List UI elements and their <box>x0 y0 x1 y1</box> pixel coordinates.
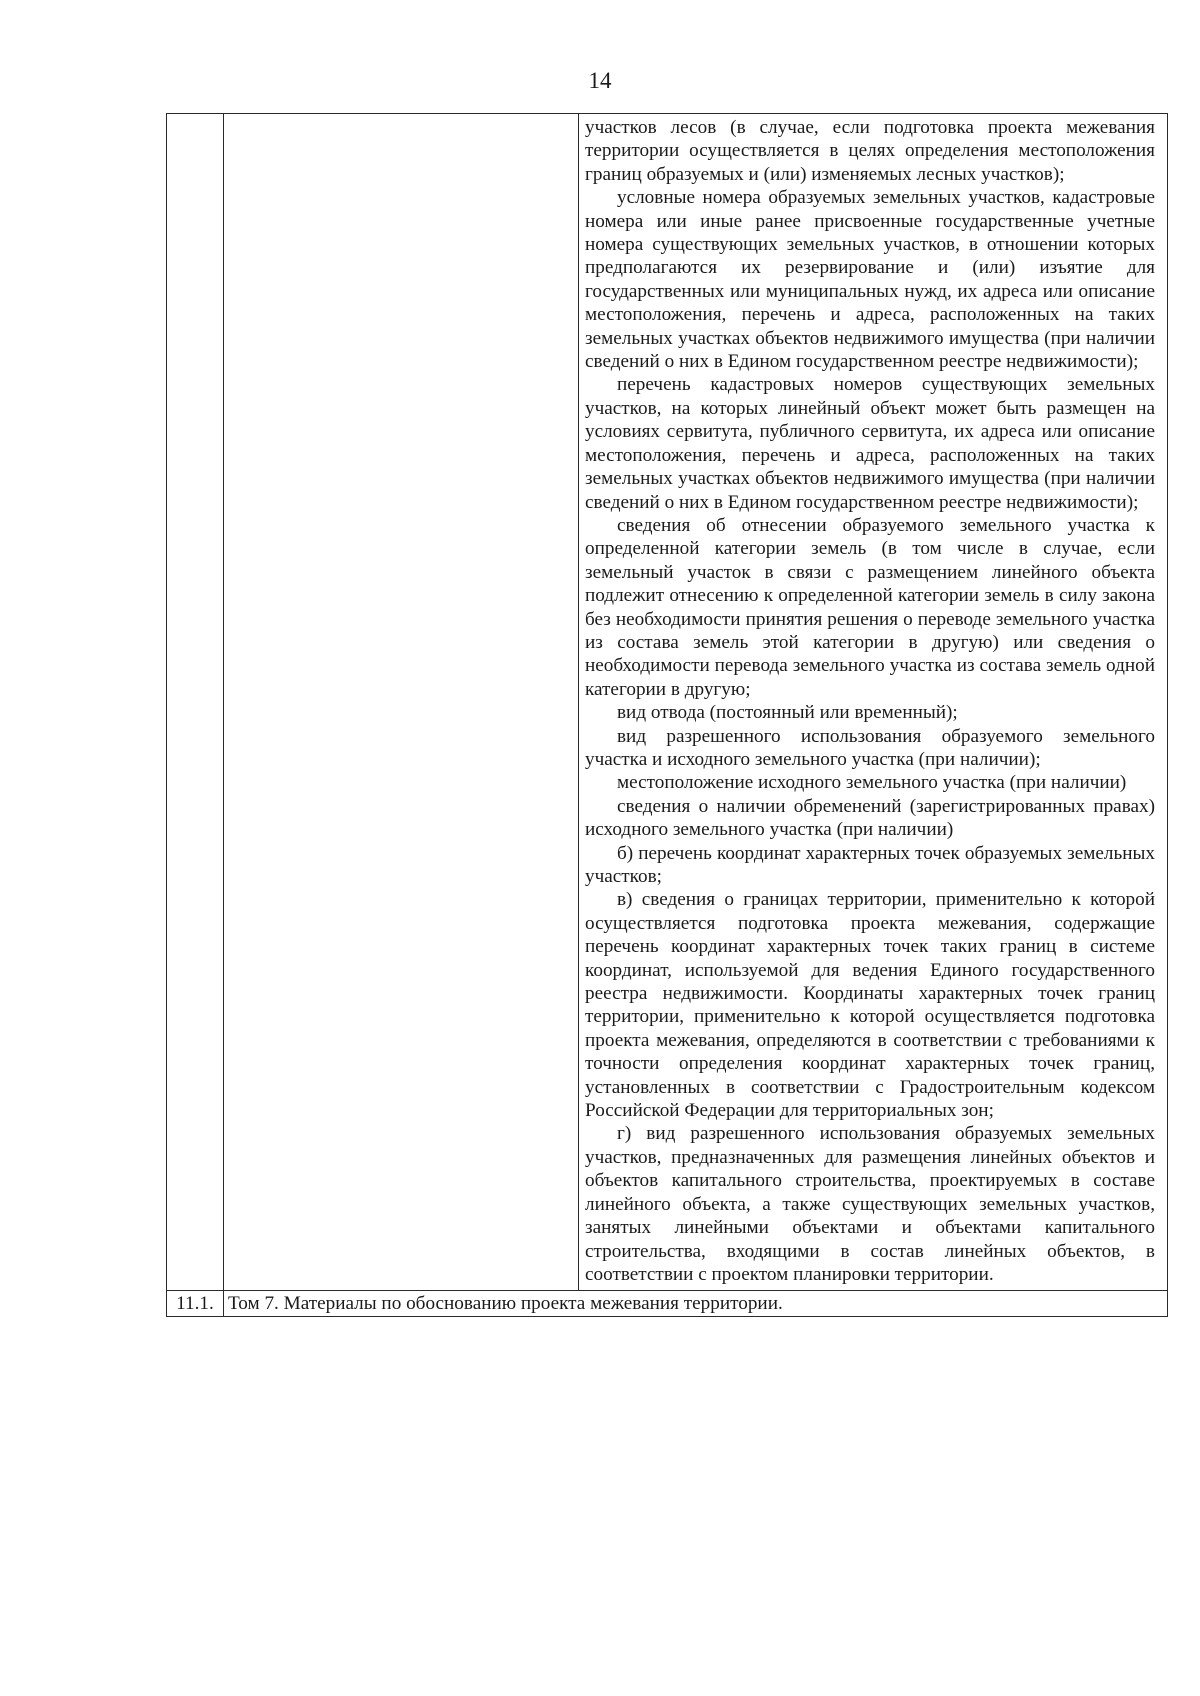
row-number: 11.1. <box>167 1291 224 1317</box>
paragraph: сведения об отнесении образуемого земельного участка к определенной категории земель (в том числе в случае, если земельный участок в связи с размещением линейного объекта подлежит отнесению к определенной категории земель в силу закона без необходимости принятия решения о переводе земельного участка из состава земель этой категории в другую) или сведения о необходимости перевода земельного участка из состава земель одной категории в другую; <box>585 514 1155 700</box>
paragraph: вид разрешенного использования образуемого земельного участка и исходного земельного участка (при наличии); <box>585 725 1155 770</box>
paragraph: в) сведения о границах территории, применительно к которой осуществляется подготовка проекта межевания, содержащие перечень координат характерных точек таких границ в системе координат, используемой для ведения Единого государственного реестра недвижимости. Координаты характерных точек границ территории, применительно к которой осуществляется подготовка проекта межевания, определяются в соответствии с требованиями к точности определения координат характерных точек границ, установленных в соответствии с Градостроительным кодексом Российской Федерации для территориальных зон; <box>585 889 1155 1122</box>
requirements-table <box>166 113 1168 1317</box>
paragraph: участков лесов (в случае, если подготовка проекта межевания территории осуществляется в целях определения местоположения границ образуемых и (или) изменяемых лесных участков); <box>585 117 1155 185</box>
row-content-cell <box>579 114 1168 1291</box>
paragraph: сведения о наличии обременений (зарегистрированных правах) исходного земельного участка (при наличии) <box>585 795 1155 841</box>
paragraph: местоположение исходного земельного участка (при наличии) <box>617 772 1127 794</box>
table-row <box>167 1291 1168 1317</box>
row-name-cell <box>224 114 579 1291</box>
paragraph: условные номера образуемых земельных участков, кадастровые номера или иные ранее присвоенные государственные учетные номера существующих земельных участков, в отношении которых предполагаются их резервирование и (или) изъятие для государственных или муниципальных нужд, их адреса или описание местоположения, перечень и адреса, расположенных на таких земельных участках объектов недвижимого имущества (при наличии сведений о них в Едином государственном реестре недвижимости); <box>585 187 1155 373</box>
paragraph: б) перечень координат характерных точек образуемых земельных участков; <box>585 842 1155 887</box>
page-number: 14 <box>588 68 612 93</box>
paragraph: г) вид разрешенного использования образуемых земельных участков, предназначенных для размещения линейных объектов и объектов капитального строительства, проектируемых в составе линейного объекта, а также существующих земельных участков, занятых линейными объектами и объектами капитального строительства, входящими в состав линейных объектов, в соответствии с проектом планировки территории. <box>585 1123 1155 1285</box>
row-title: Том 7. Материалы по обоснованию проекта межевания территории. <box>224 1291 1168 1317</box>
table-row <box>167 114 1168 1291</box>
row-number-cell <box>167 114 224 1291</box>
paragraph: вид отвода (постоянный или временный); <box>617 702 958 724</box>
paragraph: перечень кадастровых номеров существующих земельных участков, на которых линейный объект может быть размещен на условиях сервитута, публичного сервитута, их адреса или описание местоположения, перечень и адреса, расположенных на таких земельных участках объектов недвижимого имущества (при наличии сведений о них в Едином государственном реестре недвижимости); <box>585 374 1155 513</box>
